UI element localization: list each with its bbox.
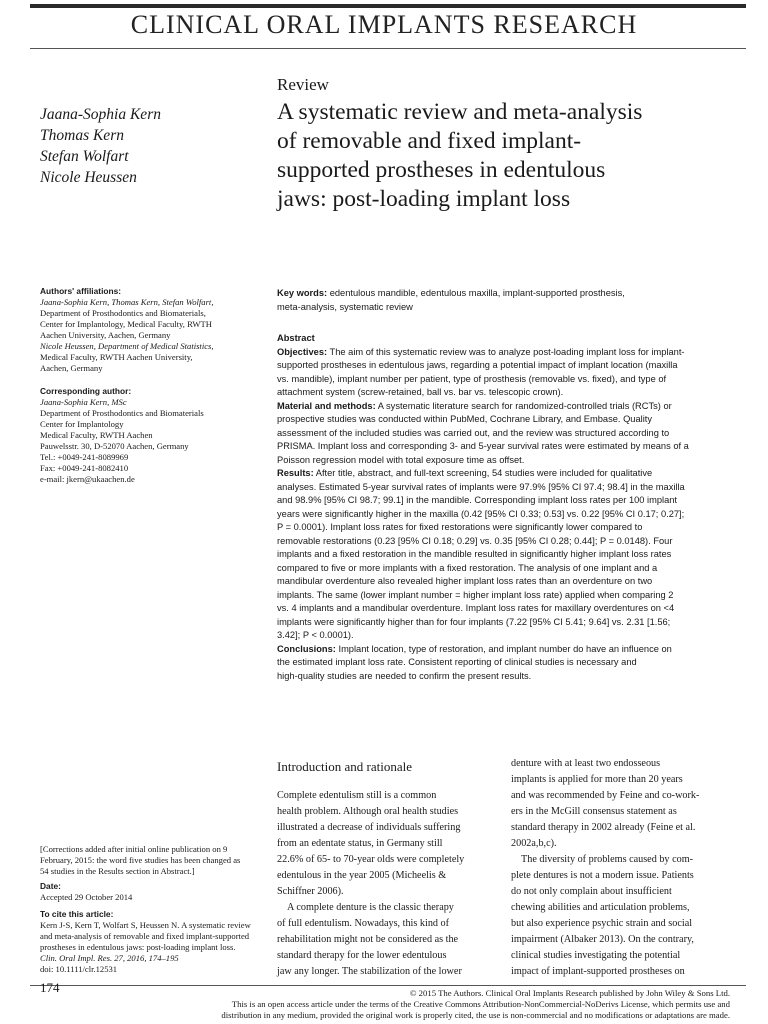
- body-line: edentulous in the year 2005 (Micheelis &: [277, 870, 447, 881]
- abstract-line: implants. The same (lower implant number = higher implant loss rate) applied when comparing 2: [277, 589, 674, 600]
- section-heading: Introduction and rationale: [277, 759, 413, 774]
- abstract-line: A systematic literature search for randomized-controlled trials (RCTs) or: [377, 400, 672, 411]
- body-line: 2002a,b,c).: [511, 838, 557, 849]
- affiliations-heading: Authors' affiliations:: [40, 286, 122, 296]
- date-heading: Date:: [40, 881, 61, 891]
- body-column-right: [511, 756, 731, 980]
- author-name: Thomas Kern: [40, 127, 124, 144]
- body-line: The diversity of problems caused by com-: [521, 854, 694, 865]
- abstract-line: P = 0.0001). Implant loss rates for fixed restorations were significantly lower compared to: [277, 522, 643, 532]
- body-line: standard therapy in 2002 already (Feine et al.: [511, 822, 696, 833]
- abstract: [277, 332, 739, 683]
- body-line: A complete denture is the classic therapy: [287, 902, 454, 913]
- abstract-line: implants were significantly higher than for four implants (7.22 [95% CI 5.41; 9.64] vs. 2.31 [1.56;: [277, 616, 671, 627]
- abstract-line: After title, abstract, and full-text screening, 54 studies were included for qualitative: [315, 468, 653, 478]
- cite-block: [40, 909, 251, 975]
- affiliation-line: Aachen University, Aachen, Germany: [40, 330, 171, 340]
- corresponding-email[interactable]: e-mail: jkern@ukaachen.de: [40, 474, 135, 484]
- author-name: Stefan Wolfart: [40, 148, 129, 165]
- corresponding-author: [40, 386, 204, 485]
- body-line: plete dentures is not a modern issue. Patients: [511, 870, 694, 881]
- keywords-line: meta-analysis, systematic review: [277, 301, 413, 312]
- body-line: Complete edentulism still is a common: [277, 790, 437, 801]
- cite-doi[interactable]: doi: 10.1111/clr.12531: [40, 964, 118, 974]
- top-bar: [30, 4, 746, 8]
- abstract-line: prospective studies was conducted within PubMed, Cochrane Library, and Embase. Quality: [277, 414, 652, 424]
- abstract-line: the estimated implant loss rate. Consistent reporting of clinical studies is necessary and: [277, 657, 637, 667]
- body-line: impact of implant-supported prostheses on: [511, 966, 685, 977]
- affiliation-line: Medical Faculty, RWTH Aachen University,: [40, 352, 193, 362]
- journal-title: CLINICAL ORAL IMPLANTS RESEARCH: [130, 10, 638, 39]
- body-line: implants is applied for more than 20 years: [511, 774, 683, 785]
- abstract-line: 3.42]; P < 0.0001).: [277, 630, 354, 640]
- results-label: Results:: [277, 468, 314, 478]
- abstract-line: Poisson regression model with total exposure time as offset.: [277, 454, 525, 465]
- body-line: but also experience psychic strain and social: [511, 918, 693, 929]
- title-line: of removable and fixed implant-: [277, 128, 582, 154]
- abstract-line: years were significantly higher in the maxilla (0.42 [95% CI 0.33; 0.53] vs. 0.22 [95% CI 0.17; 0.27];: [277, 508, 685, 519]
- affiliations: [40, 286, 214, 374]
- footer-license: [60, 988, 730, 1021]
- author-list: [40, 104, 161, 188]
- body-line: Schiffner 2006).: [277, 886, 344, 897]
- body-line: impairment (Albaker 2013). On the contrary,: [511, 934, 694, 945]
- body-line: ers in the McGill consensus statement as: [511, 806, 677, 817]
- author-name: Nicole Heussen: [40, 169, 137, 186]
- article-type: Review: [277, 75, 329, 94]
- abstract-line: implants and a fixed restoration in the mandible resulted in significantly higher implant loss rates: [277, 549, 672, 559]
- header-rule: [30, 48, 746, 49]
- cite-heading: To cite this article:: [40, 909, 114, 919]
- body-line: illustrated a decrease of individuals suffering: [277, 822, 461, 833]
- abstract-line: high-quality studies are needed to confirm the present results.: [277, 670, 532, 681]
- affiliation-line: Nicole Heussen, Department of Medical Statistics,: [40, 341, 214, 351]
- body-line: chewing abilities and articulation problems,: [511, 902, 690, 913]
- body-line: health problem. Although oral health studies: [277, 806, 459, 817]
- keywords-label: Key words:: [277, 288, 328, 298]
- objectives-label: Objectives:: [277, 346, 328, 357]
- footer-line: This is an open access article under the terms of the Creative Commons Attribution-NonCommercial-NoDerivs License, which permits use and: [231, 999, 730, 1009]
- corresponding-line: Pauwelsstr. 30, D-52070 Aachen, Germany: [40, 441, 189, 451]
- footer-rule: [30, 985, 746, 986]
- title-line: A systematic review and meta-analysis: [277, 99, 643, 125]
- paper-title: [277, 98, 747, 214]
- abstract-line: assessment of the included studies was carried out, and the review was structured according to: [277, 427, 670, 438]
- abstract-line: mandibular overdenture also revealed higher implant loss rates than an overdenture on two: [277, 576, 653, 586]
- title-line: jaws: post-loading implant loss: [277, 186, 571, 212]
- corresponding-line: Jaana-Sophia Kern, MSc: [40, 397, 127, 407]
- abstract-line: removable restorations (0.23 [95% CI 0.18; 0.29] vs. 0.35 [95% CI 0.28; 0.44]; P = 0.0148). Four: [277, 535, 673, 546]
- conclusions-label: Conclusions:: [277, 643, 336, 654]
- corresponding-line: Center for Implantology: [40, 419, 124, 429]
- date-value: Accepted 29 October 2014: [40, 892, 133, 902]
- corresponding-line: Tel.: +0049-241-8089969: [40, 452, 129, 462]
- body-line: do not only complain about insufficient: [511, 886, 672, 897]
- abstract-line: Implant location, type of restoration, and implant number do have an influence on: [338, 643, 672, 654]
- body-line: denture with at least two endosseous: [511, 758, 661, 769]
- cite-line: Kern J-S, Kern T, Wolfart S, Heussen N. A systematic review: [40, 920, 251, 930]
- abstract-heading: Abstract: [277, 333, 315, 343]
- page-number: 174: [40, 980, 60, 995]
- affiliation-line: Center for Implantology, Medical Faculty, RWTH: [40, 319, 212, 329]
- abstract-line: attachment system (screw-retained, ball vs. bar vs. telescopic crown).: [277, 387, 564, 397]
- author-name: Jaana-Sophia Kern: [40, 106, 161, 123]
- date-block: [40, 881, 132, 903]
- body-line: jaw any longer. The stabilization of the lower: [277, 966, 462, 977]
- body-line: from an edentate status, in Germany still: [277, 838, 443, 849]
- affiliation-line: Aachen, Germany: [40, 363, 103, 373]
- affiliation-line: Department of Prosthodontics and Biomaterials,: [40, 308, 206, 318]
- cite-line: and meta-analysis of removable and fixed implant-supported: [40, 931, 250, 941]
- keywords: [277, 287, 737, 314]
- body-line: 22.6% of 65- to 70-year olds were completely: [277, 854, 465, 865]
- corresponding-line: Medical Faculty, RWTH Aachen: [40, 430, 153, 440]
- corrections-line: 54 studies in the Results section in Abstract.]: [40, 866, 195, 876]
- body-line: and was recommended by Feine and co-work-: [511, 790, 700, 801]
- corresponding-heading: Corresponding author:: [40, 386, 132, 396]
- cite-line: Clin. Oral Impl. Res. 27, 2016, 174–195: [40, 953, 179, 963]
- keywords-line: edentulous mandible, edentulous maxilla, implant-supported prosthesis,: [329, 288, 625, 298]
- body-line: of full edentulism. Nowadays, this kind of: [277, 918, 450, 929]
- abstract-line: The aim of this systematic review was to analyze post-loading implant loss for implant-: [329, 346, 685, 357]
- corrections-line: February, 2015: the word five studies has been changed as: [40, 855, 241, 865]
- corresponding-line: Fax: +0049-241-8082410: [40, 463, 129, 473]
- body-line: clinical studies investigating the potential: [511, 950, 681, 961]
- abstract-line: analyses. Estimated 5-year survival rates of implants were 97.9% [95% CI 97.4; 98.4] in the maxilla: [277, 481, 685, 492]
- abstract-line: supported prostheses in edentulous jaws, regarding a potential impact of implant location (maxilla: [277, 360, 678, 370]
- abstract-line: vs. mandible), implant number per patient, type of prosthesis (removable vs. fixed), and type of: [277, 373, 667, 384]
- body-column-left: [277, 788, 497, 980]
- affiliation-line: Jaana-Sophia Kern, Thomas Kern, Stefan Wolfart,: [40, 297, 214, 307]
- abstract-line: and 98.9% [95% CI 98.7; 99.1] in the mandible. Corresponding implant loss rates per 100 implant: [277, 495, 678, 505]
- abstract-line: compared to five or more implants with a fixed restoration. The analysis of one implant and a: [277, 562, 658, 573]
- footer-line: distribution in any medium, provided the original work is properly cited, the use is non-commercial and no modifications or adaptations are made.: [221, 1010, 730, 1020]
- title-line: supported prostheses in edentulous: [277, 157, 606, 183]
- methods-label: Material and methods:: [277, 400, 376, 411]
- body-line: rehabilitation might not be considered as the: [277, 934, 459, 945]
- corrections-line: [Corrections added after initial online publication on 9: [40, 844, 228, 854]
- footer-line: © 2015 The Authors. Clinical Oral Implants Research published by John Wiley & Sons Ltd.: [409, 988, 730, 998]
- cite-line: prostheses in edentulous jaws: post-loading implant loss.: [40, 942, 236, 952]
- corrections-note: [40, 844, 240, 877]
- body-line: standard therapy for the lower edentulous: [277, 950, 447, 961]
- abstract-line: vs. 4 implants and a mandibular overdenture. Implant loss rates for maxillary overdentures on <4: [277, 603, 675, 613]
- abstract-line: PRISMA. Implant loss and corresponding 3- and 5-year survival rates were estimated by means of a: [277, 441, 689, 451]
- corresponding-line: Department of Prosthodontics and Biomaterials: [40, 408, 204, 418]
